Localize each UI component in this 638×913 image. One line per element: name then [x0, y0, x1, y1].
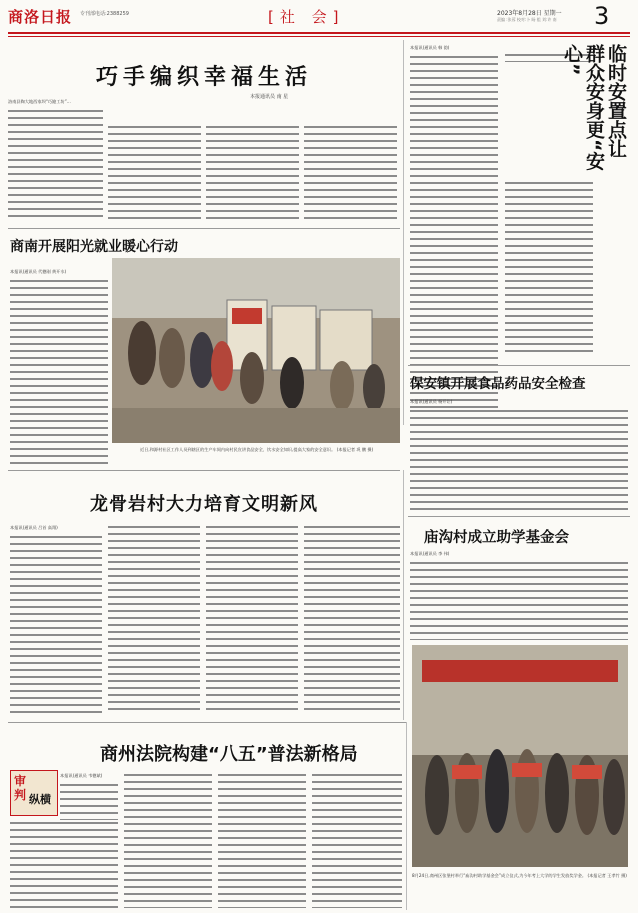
photo-display-board-3	[320, 310, 372, 370]
photo-board-banner	[232, 308, 262, 324]
photo-person-3	[190, 332, 214, 388]
section-rule-employment	[8, 228, 400, 229]
fund-photo-person-1	[425, 755, 449, 835]
fund-photo-person-4	[515, 749, 539, 833]
page-number: 3	[594, 2, 610, 30]
bottom-caption-text: 8月24日,商州区张堡村举行“庙沟村助学基金会”成立仪式,为今年考上大学的学生发放奖学金。	[412, 873, 587, 878]
fund-photo-illustration	[412, 645, 628, 867]
main-para-start: 洛南县陶大地西家坝“巧媳工坊”...	[8, 99, 71, 104]
photo-person-8	[363, 364, 385, 412]
photo-person-6	[280, 357, 304, 409]
village-lead: 本报讯(通讯员 吕首 高翔)	[10, 525, 58, 530]
employment-headline: 商南开展阳光就业暖心行动	[10, 239, 178, 255]
photo-caption-text: 近日,和源村社区工作人员到辖区的生产车间内向村民宣讲食品安全、饮水安全知识,提高大家的安全意识。	[140, 447, 336, 452]
food-lead: 本报讯(通讯员 杨开让)	[410, 399, 453, 404]
photo-illustration	[112, 258, 400, 443]
main-text-col1	[8, 122, 103, 222]
fund-photo-certificate-2	[512, 763, 542, 777]
fund-text	[410, 560, 628, 640]
photo-person-1	[128, 321, 156, 385]
employment-text	[10, 278, 108, 468]
news-photo	[112, 258, 400, 443]
fund-lead: 本报讯(通讯员 李 伟)	[410, 551, 450, 556]
column-divider-court	[406, 722, 407, 910]
sidebar-headline: 临时安置点让群众安身更“安心”	[561, 44, 627, 171]
header-rule-thin	[8, 36, 630, 37]
court-badge-top: 审	[14, 774, 27, 788]
sidebar-lead: 本报讯(通讯员 韩 韵)	[410, 45, 450, 50]
section-rule-food	[408, 365, 630, 366]
main-text-col1-top	[8, 108, 103, 122]
section-rule-court	[8, 722, 406, 723]
section-title: [社 会]	[268, 8, 345, 26]
issue-editors: 责编 :张蓉 校对:卜 旸 组 刘:许 南	[497, 17, 557, 22]
photo-caption	[140, 446, 398, 453]
issue-date: 2023年8月28日 星期一	[497, 10, 562, 17]
food-text	[410, 408, 628, 510]
column-divider-main	[403, 40, 404, 425]
court-badge-bottom: 纵横	[29, 793, 51, 806]
main-text-col4	[304, 124, 397, 222]
main-byline: 本报通讯员 南 星	[250, 94, 289, 100]
sidebar-text-col1	[410, 54, 498, 414]
court-lead: 本报讯(通讯员 韦德斌)	[60, 773, 103, 778]
village-headline: 龙骨岩村大力培育文明新风	[90, 494, 318, 515]
section-rule-fund	[408, 516, 630, 517]
photo-person-5	[240, 352, 264, 404]
sidebar-text-col2	[505, 180, 593, 356]
village-text-col4	[304, 524, 400, 714]
employment-lead: 本报讯(通讯员 代德刚 黄开水)	[10, 269, 67, 274]
main-text-col2	[108, 124, 201, 222]
fund-photo-banner	[422, 660, 618, 682]
court-text-col2	[124, 772, 212, 908]
fund-photo-person-5	[545, 753, 569, 833]
header-rule	[8, 32, 630, 34]
fund-headline: 庙沟村成立助学基金会	[424, 530, 569, 546]
village-text-col3	[206, 524, 298, 714]
section-label: 社 会	[279, 8, 333, 26]
main-text-col3	[206, 124, 299, 222]
section-rule-village	[8, 470, 400, 471]
court-text-col3	[218, 772, 306, 908]
main-headline: 巧手编织幸福生活	[96, 65, 313, 90]
photo-person-2	[159, 328, 185, 388]
court-badge	[10, 770, 58, 816]
fund-photo-certificate-1	[452, 765, 482, 779]
village-text-col2	[108, 524, 200, 714]
court-headline: 商州法院构建“八五”普法新格局	[100, 744, 358, 765]
photo-caption-credit: (本报记者 巩 鹏 摄)	[336, 447, 374, 452]
court-text-col1	[10, 820, 118, 908]
masthead-info: 专刊部电话:2388259	[80, 11, 129, 17]
fund-photo-person-3	[485, 749, 509, 833]
photo-pavement	[112, 408, 400, 443]
masthead-logo: 商洛日报	[8, 8, 73, 26]
fund-photo-person-7	[603, 759, 625, 835]
fund-photo-certificate-3	[572, 765, 602, 779]
photo-person-4	[211, 341, 233, 391]
court-text-col4	[312, 772, 402, 908]
bottom-caption	[412, 872, 628, 879]
bottom-caption-credit: (本报记者 王孝竹 摄)	[587, 873, 627, 878]
village-text-col1	[10, 534, 102, 714]
court-badge-mid: 判	[14, 788, 27, 802]
column-divider-village	[403, 470, 404, 720]
fund-photo	[412, 645, 628, 867]
food-headline: 保安镇开展食品药品安全检查	[410, 376, 586, 392]
court-text-col1-top	[60, 782, 118, 820]
photo-person-7	[330, 361, 354, 411]
